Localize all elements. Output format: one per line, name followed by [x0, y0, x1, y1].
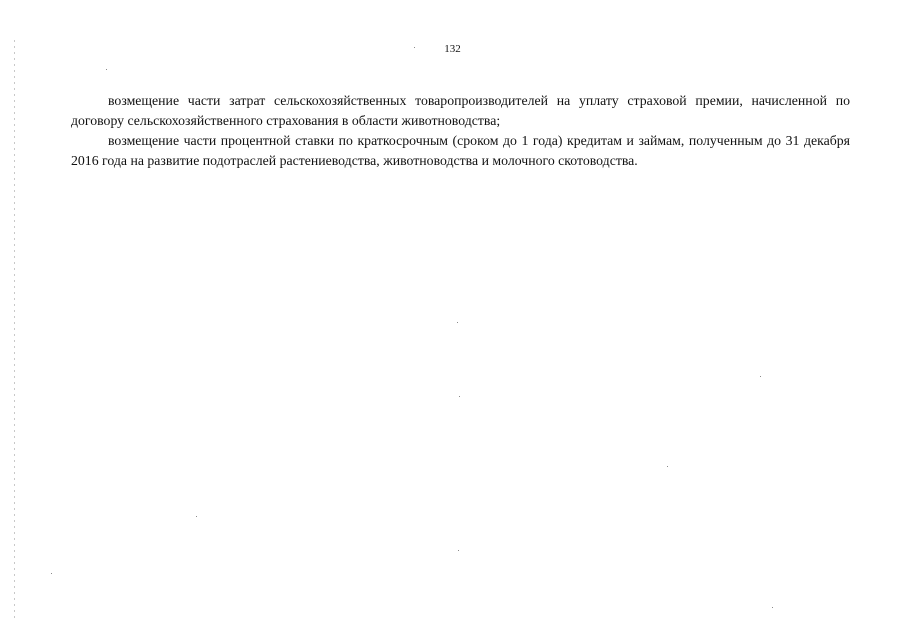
- scan-speck: [760, 376, 761, 377]
- scan-speck: [51, 573, 52, 574]
- scan-speck: [667, 466, 668, 467]
- scan-speck: [196, 516, 197, 517]
- paragraph-interest-rate: возмещение части процентной ставки по краткосрочным (сроком до 1 года) кредитам и займам, полученным до 31 декабря 2016 года на развитие подотраслей растениеводства, животноводства и молочного скотоводства.: [71, 133, 850, 168]
- paragraph-insurance-premium: возмещение части затрат сельскохозяйственных товаропроизводителей на уплату страховой премии, начисленной по договору сельскохозяйственного страхования в области животноводства;: [71, 93, 850, 128]
- page-number: 132: [444, 43, 461, 55]
- scan-speck: [772, 607, 773, 608]
- binding-edge-artifact: [14, 40, 15, 620]
- body-text: [71, 91, 850, 171]
- scan-speck: [459, 396, 460, 397]
- scan-speck: [457, 322, 458, 323]
- scan-speck: [414, 47, 415, 48]
- scan-speck: [106, 69, 107, 70]
- scan-speck: [458, 550, 459, 551]
